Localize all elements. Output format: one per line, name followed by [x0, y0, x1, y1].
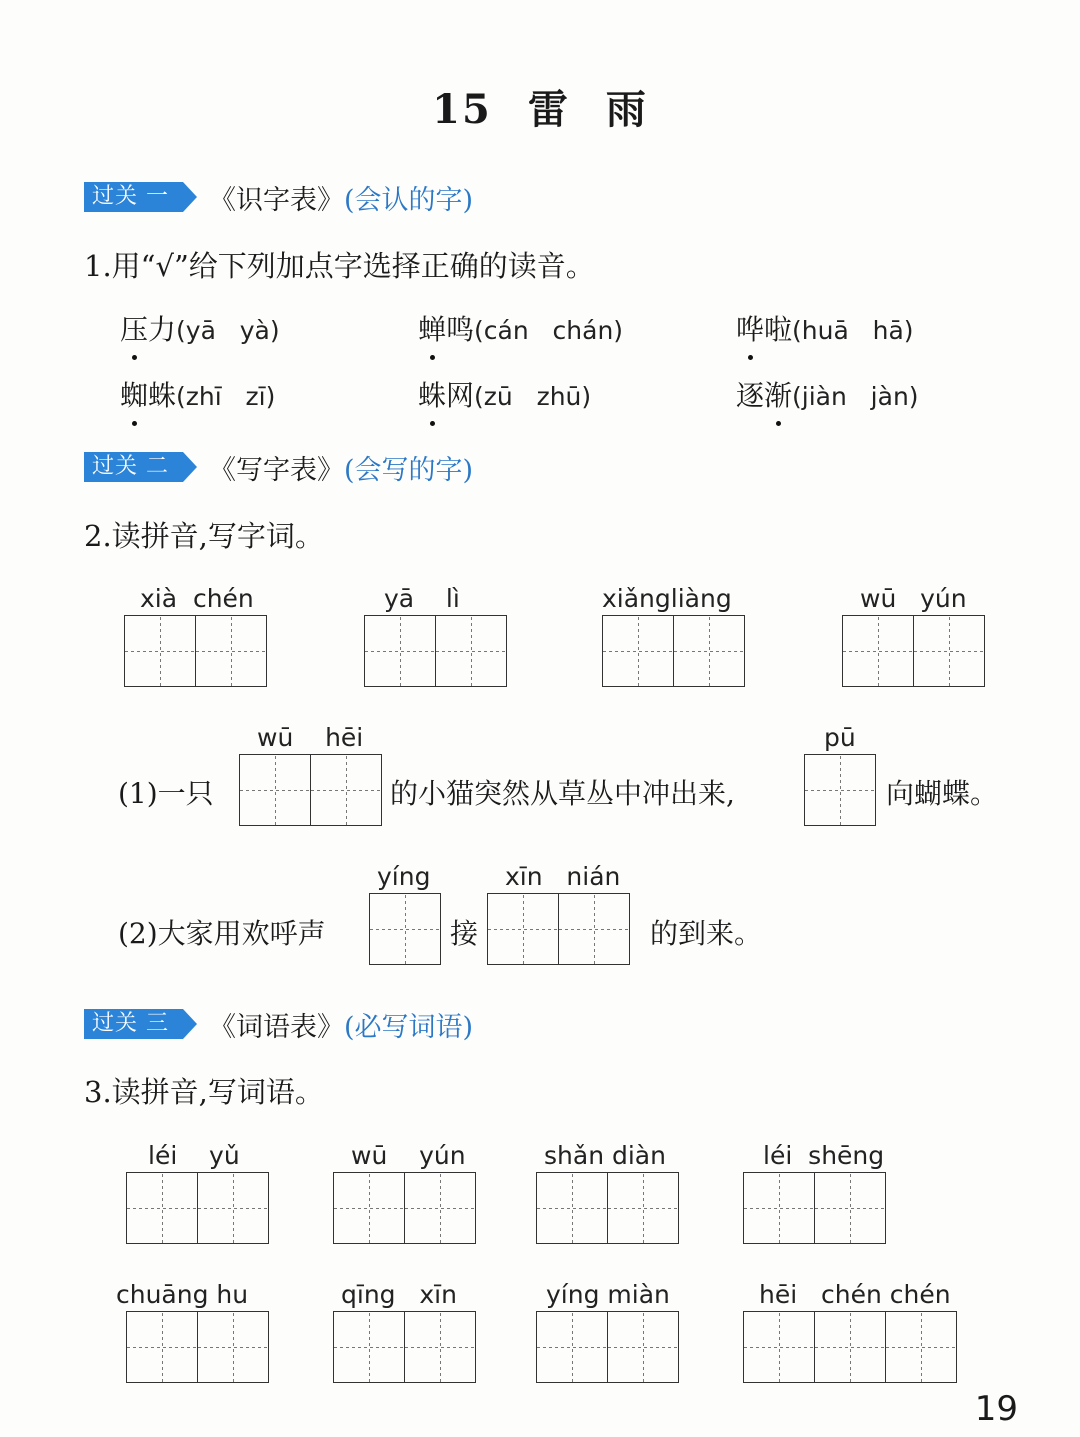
writing-group: xiǎngliàng [602, 583, 745, 687]
reading-item: 蜘蛛(zhī zī) [120, 374, 275, 414]
sentence-2-middle: 接 [450, 917, 479, 950]
section-badge: 过关 二 [84, 452, 183, 482]
writing-grid[interactable] [369, 893, 441, 965]
writing-grid[interactable] [536, 1311, 679, 1383]
reading-item: 蝉鸣(cán chán) [418, 308, 623, 348]
writing-grid[interactable] [743, 1172, 886, 1244]
writing-group: yíng miàn [536, 1279, 679, 1383]
sentence-1-end: 向蝴蝶。 [886, 777, 999, 810]
section-subtitle: (会认的字) [344, 184, 474, 216]
reading-item: 哗啦(huā hā) [736, 308, 914, 348]
writing-group: yíng [369, 861, 441, 965]
writing-group: yā lì [364, 583, 507, 687]
reading-item: 压力(yā yà) [120, 308, 280, 348]
sentence-1-middle: 的小猫突然从草丛中冲出来, [390, 777, 735, 810]
section-header-3 [84, 1007, 473, 1041]
writing-group: wū yún [842, 583, 985, 687]
question-2-prompt: 2.读拼音,写字词。 [84, 519, 324, 553]
reading-item: 逐渐(jiàn jàn) [736, 374, 919, 414]
writing-grid[interactable] [842, 615, 985, 687]
writing-group: hēi chén chén [743, 1279, 957, 1383]
writing-grid[interactable] [602, 615, 745, 687]
writing-group: pū [804, 722, 876, 826]
section-badge: 过关 三 [84, 1009, 183, 1039]
section-header-2 [84, 450, 473, 484]
writing-grid[interactable] [126, 1311, 269, 1383]
reading-item: 蛛网(zū zhū) [418, 374, 591, 414]
question-3-prompt: 3.读拼音,写词语。 [84, 1075, 324, 1109]
section-badge: 过关 一 [84, 182, 183, 212]
writing-group: chuāng hu [126, 1279, 269, 1383]
writing-grid[interactable] [333, 1311, 476, 1383]
page-number: 19 [974, 1389, 1018, 1429]
section-title: 《词语表》 [209, 1011, 344, 1043]
writing-grid[interactable] [126, 1172, 269, 1244]
writing-group: léi yǔ [126, 1140, 269, 1244]
section-subtitle: (必写词语) [344, 1011, 474, 1043]
section-header-1 [84, 180, 473, 214]
writing-grid[interactable] [364, 615, 507, 687]
writing-group: shǎn diàn [536, 1140, 679, 1244]
writing-group: wū yún [333, 1140, 476, 1244]
writing-group: xià chén [124, 583, 267, 687]
writing-group: wū hēi [239, 722, 382, 826]
sentence-2-lead: (2)大家用欢呼声 [118, 917, 326, 950]
section-title: 《识字表》 [209, 184, 344, 216]
writing-group: léi shēng [743, 1140, 886, 1244]
writing-grid[interactable] [333, 1172, 476, 1244]
writing-grid[interactable] [743, 1311, 957, 1383]
writing-grid[interactable] [804, 754, 876, 826]
sentence-2-end: 的到来。 [650, 917, 763, 950]
writing-group: qīng xīn [333, 1279, 476, 1383]
section-title: 《写字表》 [209, 454, 344, 486]
writing-grid[interactable] [124, 615, 267, 687]
page-title: 15 雷 雨 [432, 86, 648, 133]
writing-grid[interactable] [536, 1172, 679, 1244]
writing-group: xīn nián [487, 861, 630, 965]
sentence-1-lead: (1)一只 [118, 777, 214, 810]
question-1-prompt: 1.用“√”给下列加点字选择正确的读音。 [84, 249, 595, 283]
writing-grid[interactable] [487, 893, 630, 965]
section-subtitle: (会写的字) [344, 454, 474, 486]
writing-grid[interactable] [239, 754, 382, 826]
